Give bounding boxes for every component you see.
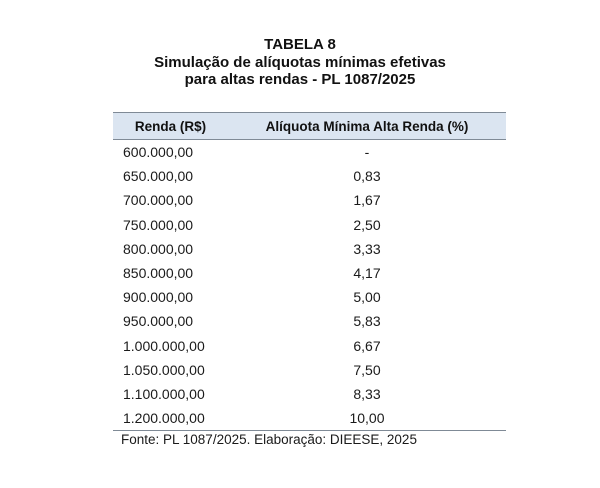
- source-note: Fonte: PL 1087/2025. Elaboração: DIEESE, 2025: [121, 432, 417, 447]
- cell-renda: 1.200.000,00: [113, 406, 228, 431]
- table-body: [113, 140, 506, 431]
- cell-renda: 750.000,00: [123, 216, 194, 233]
- cell-renda: 850.000,00: [123, 265, 194, 282]
- cell-renda: 1.100.000,00: [123, 385, 205, 402]
- cell-renda: 1.000.000,00: [123, 337, 205, 354]
- cell-aliquota: 10,00: [228, 406, 506, 431]
- cell-renda: 900.000,00: [123, 289, 194, 306]
- table-number-title: TABELA 8: [264, 36, 336, 53]
- cell-renda: 950.000,00: [123, 313, 194, 330]
- table-row: [113, 188, 506, 212]
- table-row: [113, 309, 506, 333]
- cell-renda: 700.000,00: [123, 192, 194, 209]
- cell-aliquota: 2,50: [353, 216, 381, 233]
- table-row: [113, 285, 506, 309]
- table-row: [113, 406, 506, 431]
- cell-aliquota: 4,17: [353, 265, 381, 282]
- table-row: [113, 213, 506, 237]
- cell-aliquota: 6,67: [353, 337, 381, 354]
- cell-aliquota: 5,83: [353, 313, 381, 330]
- table-row: [113, 140, 506, 165]
- table-row: [113, 358, 506, 382]
- data-table: [113, 112, 506, 431]
- cell-renda: 600.000,00: [123, 144, 194, 161]
- table-row: [113, 237, 506, 261]
- header-row: [113, 113, 506, 140]
- table-row: [113, 334, 506, 358]
- cell-aliquota: 3,33: [353, 240, 381, 257]
- cell-aliquota: 8,33: [353, 385, 381, 402]
- table-row: [113, 382, 506, 406]
- cell-aliquota: 5,00: [353, 289, 381, 306]
- column-header-renda: Renda (R$): [113, 113, 228, 140]
- cell-renda: 1.050.000,00: [123, 361, 205, 378]
- cell-aliquota: -: [364, 144, 370, 161]
- table-subtitle-line-2: para altas rendas - PL 1087/2025: [184, 71, 416, 88]
- cell-aliquota: 1,67: [353, 192, 381, 209]
- table-header: [113, 113, 506, 140]
- cell-renda: 650.000,00: [123, 168, 194, 185]
- table-subtitle-line-1: Simulação de alíquotas mínimas efetivas: [154, 54, 446, 71]
- data-table-container: [113, 112, 506, 431]
- table-row: [113, 164, 506, 188]
- column-header-aliquota: Alíquota Mínima Alta Renda (%): [228, 113, 506, 140]
- cell-renda: 800.000,00: [123, 240, 194, 257]
- table-row: [113, 261, 506, 285]
- cell-aliquota: 0,83: [353, 168, 381, 185]
- cell-aliquota: 7,50: [353, 361, 381, 378]
